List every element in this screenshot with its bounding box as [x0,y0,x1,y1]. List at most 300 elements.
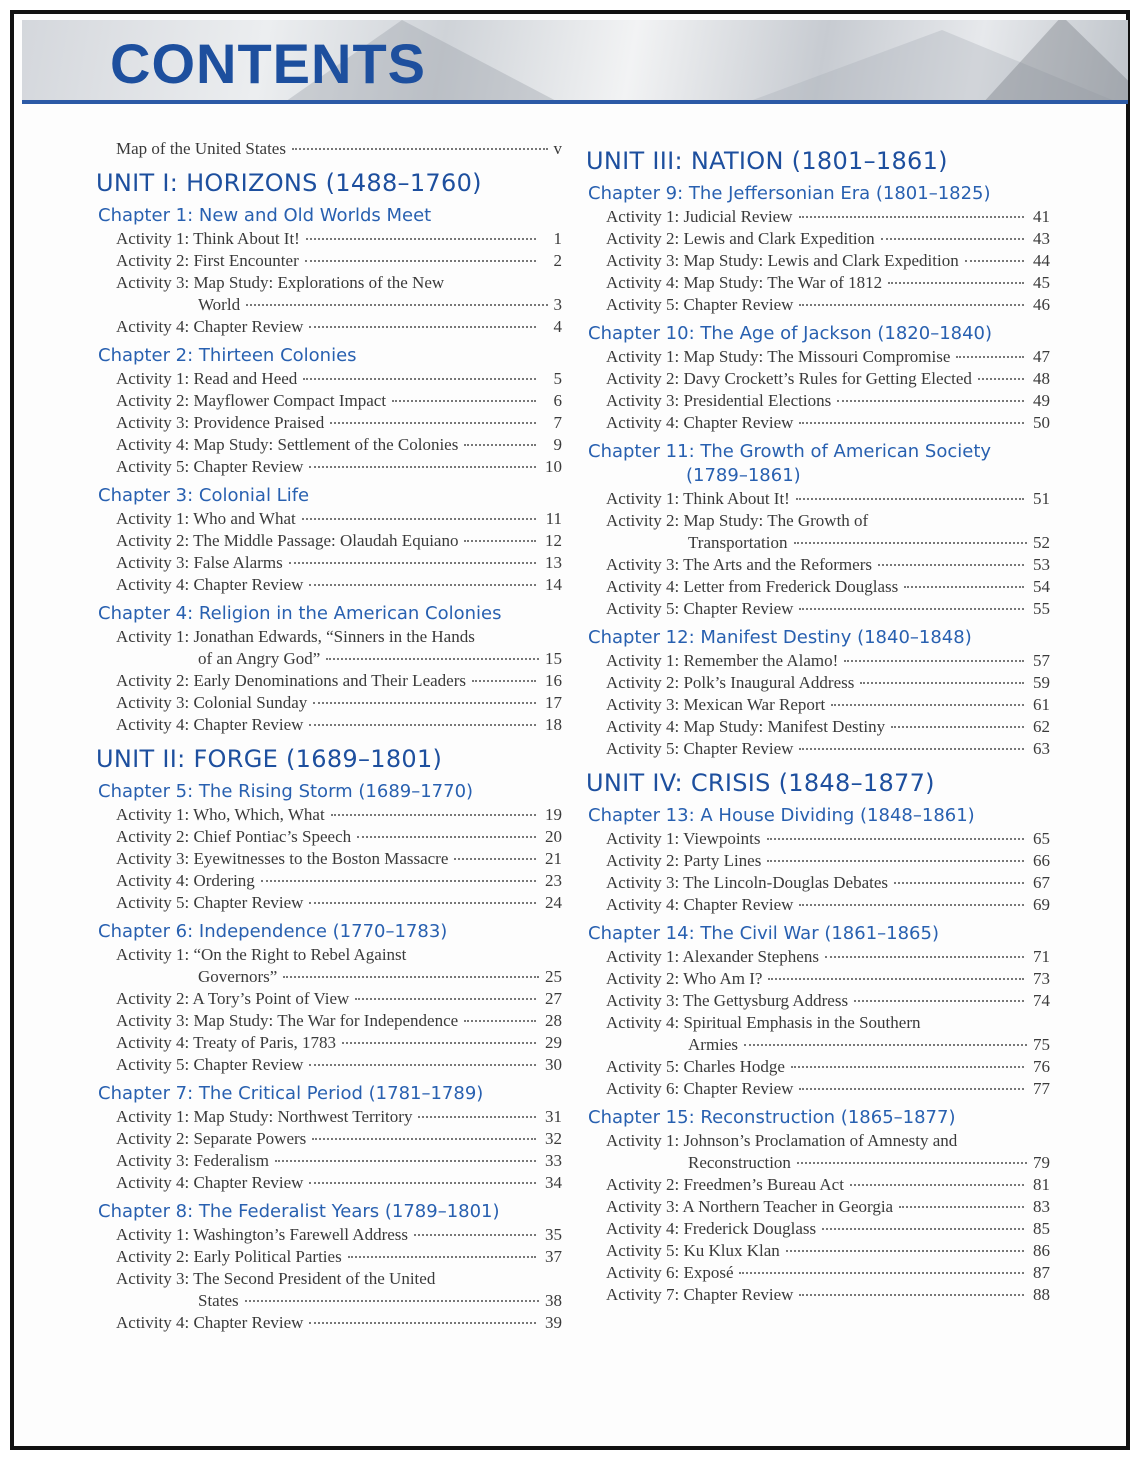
activity-page: 7 [553,413,562,432]
dot-leader [831,704,1024,706]
activity-label: Activity 1: Map Study: The Missouri Compromise [606,347,951,366]
activity-page: 51 [1033,489,1050,508]
activity-label[interactable]: Activity 1: Jonathan Edwards, “Sinners in the Hands [116,627,475,646]
activity-entry[interactable] [586,1196,1050,1218]
activity-entry[interactable] [96,988,562,1010]
activity-entry[interactable] [96,826,562,848]
chapter-heading[interactable] [586,440,1050,488]
dot-leader [888,282,1024,284]
activity-entry[interactable] [586,1174,1050,1196]
activity-label: Activity 3: Eyewitnesses to the Boston Massacre [116,849,449,868]
activity-page: 27 [545,989,562,1008]
header-rule [22,100,1128,104]
chapter-heading[interactable] [96,344,562,368]
dot-leader [791,1066,1024,1068]
chapter-heading[interactable] [586,182,1050,206]
activity-page: 55 [1033,599,1050,618]
chapter-heading[interactable] [96,780,562,804]
activity-label: Activity 1: Judicial Review [606,207,793,226]
chapter-heading[interactable] [96,484,562,508]
activity-entry[interactable] [96,1032,562,1054]
chapter-heading[interactable] [586,922,1050,946]
dot-leader [767,860,1024,862]
activity-label: Activity 6: Chapter Review [606,1079,794,1098]
activity-entry[interactable] [96,1224,562,1246]
activity-page: 43 [1033,229,1050,248]
activity-entry[interactable] [586,738,1050,760]
dot-leader [275,1160,536,1162]
activity-entry[interactable] [586,488,1050,510]
activity-entry[interactable] [586,990,1050,1012]
activity-entry[interactable] [96,1106,562,1128]
activity-label: Activity 1: Viewpoints [606,829,761,848]
activity-page: 17 [545,693,562,712]
chapter-heading[interactable] [96,204,562,228]
dot-leader [348,1256,536,1258]
activity-page: 69 [1033,895,1050,914]
activity-label: Activity 3: Colonial Sunday [116,693,308,712]
map-entry[interactable] [96,138,562,160]
activity-entry[interactable] [96,1150,562,1172]
dot-leader [309,1064,536,1066]
activity-page: 4 [553,317,562,336]
chapter-title: Chapter 2: Thirteen Colonies [98,345,357,366]
dot-leader [799,748,1024,750]
activity-entry[interactable] [586,946,1050,968]
dot-leader [472,680,536,682]
activity-label: Activity 2: Davy Crockett’s Rules for Getting Elected [606,369,972,388]
dot-leader [844,660,1024,662]
activity-page: 44 [1033,251,1050,270]
dot-leader [330,422,536,424]
activity-entry[interactable] [586,850,1050,872]
activity-label: Activity 3: The Arts and the Reformers [606,555,872,574]
activity-page: 48 [1033,369,1050,388]
dot-leader [309,1182,536,1184]
dot-leader [392,400,536,402]
activity-page: 81 [1033,1175,1050,1194]
activity-page: 61 [1033,695,1050,714]
activity-entry[interactable] [586,554,1050,576]
activity-page: 25 [545,967,562,986]
activity-label: Activity 1: Read and Heed [116,369,298,388]
activity-label: Activity 2: Separate Powers [116,1129,307,1148]
activity-entry[interactable] [96,228,562,250]
activity-label: Activity 1: Think About It! [606,489,790,508]
dot-leader [309,326,536,328]
activity-label: Activity 2: Early Denominations and Their Leaders [116,671,466,690]
activity-page: 57 [1033,651,1050,670]
dot-leader [309,902,536,904]
dot-leader [860,682,1024,684]
map-entry-label: Map of the United States [116,139,286,158]
dot-leader [956,356,1024,358]
activity-entry[interactable] [586,576,1050,598]
chapter-title: Chapter 13: A House Dividing (1848–1861) [588,805,975,826]
dot-leader [309,584,536,586]
activity-page: 2 [553,251,562,270]
dot-leader [313,702,536,704]
activity-page: 66 [1033,851,1050,870]
activity-label: Activity 1: Alexander Stephens [606,947,819,966]
dot-leader [246,304,547,306]
activity-page: 6 [553,391,562,410]
activity-page: 54 [1033,577,1050,596]
activity-page: 67 [1033,873,1050,892]
activity-label: Activity 2: First Encounter [116,251,299,270]
activity-entry[interactable] [586,1262,1050,1284]
activity-entry-continued[interactable] [586,1034,1050,1056]
dot-leader [794,542,1028,544]
activity-entry-continued[interactable] [96,294,562,316]
activity-entry[interactable] [96,434,562,456]
activity-entry[interactable] [96,1128,562,1150]
activity-label[interactable]: Activity 4: Spiritual Emphasis in the Southern [606,1013,921,1032]
activity-entry-continued[interactable] [96,648,562,670]
activity-entry[interactable] [586,598,1050,620]
activity-label: Activity 2: Who Am I? [606,969,763,988]
activity-entry-continued[interactable] [586,532,1050,554]
activity-label: Activity 7: Chapter Review [606,1285,794,1304]
activity-entry[interactable] [586,650,1050,672]
activity-entry-continued[interactable] [96,1290,562,1312]
activity-label: Activity 4: Chapter Review [116,1313,304,1332]
dot-leader [854,1000,1024,1002]
chapter-heading[interactable] [586,804,1050,828]
dot-leader [309,466,536,468]
activity-entry[interactable] [586,828,1050,850]
activity-label: Activity 3: Providence Praised [116,413,325,432]
activity-page: 76 [1033,1057,1050,1076]
activity-label: Activity 4: Letter from Frederick Douglass [606,577,899,596]
dot-leader [326,658,539,660]
activity-page: 50 [1033,413,1050,432]
activity-page: 71 [1033,947,1050,966]
activity-label: Activity 6: Exposé [606,1263,734,1282]
chapter-title: Chapter 8: The Federalist Years (1789–1801) [98,1201,500,1222]
activity-label: Activity 5: Ku Klux Klan [606,1241,780,1260]
activity-page: 33 [545,1151,562,1170]
dot-leader [768,978,1024,980]
activity-label-continued: States [198,1291,239,1310]
chapter-heading[interactable] [96,920,562,944]
activity-entry[interactable] [96,714,562,736]
activity-entry[interactable] [96,804,562,826]
dot-leader [799,216,1025,218]
dot-leader [309,1322,536,1324]
dot-leader [261,880,536,882]
dot-leader [797,1162,1027,1164]
activity-label[interactable]: Activity 3: Map Study: Explorations of the New [116,273,445,292]
activity-page: 74 [1033,991,1050,1010]
activity-page: 79 [1033,1153,1050,1172]
activity-entry[interactable] [586,412,1050,434]
activity-entry[interactable] [96,1010,562,1032]
chapter-heading[interactable] [586,322,1050,346]
activity-label: Activity 2: Chief Pontiac’s Speech [116,827,352,846]
chapter-title: Chapter 11: The Growth of American Society [588,441,992,462]
activity-page: 65 [1033,829,1050,848]
activity-page: 19 [545,805,562,824]
activity-label: Activity 4: Chapter Review [116,575,304,594]
activity-label: Activity 5: Chapter Review [606,599,794,618]
activity-label-continued: Governors” [198,967,278,986]
chapter-title-continued: (1789–1861) [686,465,801,486]
dot-leader [357,836,536,838]
activity-label: Activity 3: Presidential Elections [606,391,832,410]
dot-leader [744,1044,1027,1046]
activity-label: Activity 5: Chapter Review [116,1055,304,1074]
right-column [586,138,1050,1306]
dot-leader [822,1228,1024,1230]
activity-label-continued: of an Angry God” [198,649,321,668]
activity-page: 86 [1033,1241,1050,1260]
activity-label: Activity 2: Mayflower Compact Impact [116,391,387,410]
activity-page: 46 [1033,295,1050,314]
activity-entry[interactable] [96,250,562,272]
activity-entry[interactable] [586,716,1050,738]
dot-leader [891,726,1024,728]
activity-entry[interactable] [96,870,562,892]
dot-leader [306,238,536,240]
activity-page: 28 [545,1011,562,1030]
activity-label: Activity 5: Charles Hodge [606,1057,785,1076]
activity-page: 87 [1033,1263,1050,1282]
chapter-title: Chapter 14: The Civil War (1861–1865) [588,923,939,944]
activity-page: 9 [553,435,562,454]
activity-label[interactable]: Activity 2: Map Study: The Growth of [606,511,869,530]
activity-label: Activity 4: Map Study: Manifest Destiny [606,717,886,736]
activity-page: 59 [1033,673,1050,692]
activity-entry[interactable] [586,346,1050,368]
activity-label-continued: Reconstruction [688,1153,791,1172]
activity-entry[interactable] [96,390,562,412]
activity-label: Activity 2: Polk’s Inaugural Address [606,673,855,692]
dot-leader [305,260,536,262]
activity-label: Activity 4: Chapter Review [116,715,304,734]
unit-heading: UNIT IV: CRISIS (1848–1877) [586,769,935,797]
activity-page: 13 [545,553,562,572]
unit-heading: UNIT I: HORIZONS (1488–1760) [96,169,482,197]
activity-label: Activity 3: Mexican War Report [606,695,826,714]
activity-page: 29 [545,1033,562,1052]
activity-page: 39 [545,1313,562,1332]
chapter-heading[interactable] [586,1106,1050,1130]
activity-entry[interactable] [586,206,1050,228]
activity-page: 77 [1033,1079,1050,1098]
activity-entry[interactable] [96,848,562,870]
dot-leader [355,998,536,1000]
activity-label-continued: Armies [688,1035,739,1054]
activity-label-continued: Transportation [688,533,788,552]
activity-entry[interactable] [96,574,562,596]
activity-label: Activity 4: Map Study: The War of 1812 [606,273,883,292]
activity-page: 16 [545,671,562,690]
activity-label: Activity 4: Ordering [116,871,255,890]
activity-entry[interactable] [96,670,562,692]
chapter-title: Chapter 5: The Rising Storm (1689–1770) [98,781,474,802]
activity-entry[interactable] [96,1054,562,1076]
chapter-title: Chapter 1: New and Old Worlds Meet [98,205,432,226]
dot-leader [799,904,1024,906]
activity-entry[interactable] [586,250,1050,272]
activity-entry[interactable] [586,694,1050,716]
activity-entry[interactable] [586,294,1050,316]
activity-label: Activity 2: Freedmen’s Bureau Act [606,1175,844,1194]
chapter-title: Chapter 15: Reconstruction (1865–1877) [588,1107,956,1128]
dot-leader [837,400,1024,402]
activity-label: Activity 2: Party Lines [606,851,762,870]
chapter-title: Chapter 3: Colonial Life [98,485,310,506]
activity-entry[interactable] [96,1172,562,1194]
dot-leader [331,814,536,816]
activity-page: 10 [545,457,562,476]
activity-entry[interactable] [96,530,562,552]
activity-entry[interactable] [586,228,1050,250]
activity-label: Activity 3: Map Study: Lewis and Clark Expedition [606,251,959,270]
chapter-heading[interactable] [96,1200,562,1224]
activity-entry[interactable] [586,968,1050,990]
dot-leader [342,1042,536,1044]
dot-leader [786,1250,1024,1252]
activity-label: Activity 1: Who, Which, What [116,805,325,824]
activity-entry[interactable] [96,508,562,530]
activity-page: 49 [1033,391,1050,410]
activity-entry[interactable] [96,692,562,714]
activity-label: Activity 2: Lewis and Clark Expedition [606,229,875,248]
activity-page: 63 [1033,739,1050,758]
activity-entry[interactable] [586,1284,1050,1306]
activity-page: 31 [545,1107,562,1126]
chapter-title: Chapter 9: The Jeffersonian Era (1801–1825) [588,183,991,204]
activity-page: 5 [553,369,562,388]
dot-leader [289,562,536,564]
activity-label: Activity 2: A Tory’s Point of View [116,989,350,1008]
activity-page: 75 [1033,1035,1050,1054]
dot-leader [799,1088,1024,1090]
activity-entry[interactable] [586,368,1050,390]
chapter-title: Chapter 7: The Critical Period (1781–1789) [98,1083,484,1104]
header-banner [22,20,1128,104]
activity-page: 52 [1033,533,1050,552]
activity-page: 53 [1033,555,1050,574]
activity-label[interactable]: Activity 1: “On the Right to Rebel Against [116,945,407,964]
activity-page: 12 [545,531,562,550]
activity-entry[interactable] [96,892,562,914]
activity-label: Activity 1: Remember the Alamo! [606,651,839,670]
page-title: CONTENTS [110,32,426,95]
dot-leader [799,422,1024,424]
activity-page: 47 [1033,347,1050,366]
activity-label: Activity 3: The Gettysburg Address [606,991,849,1010]
dot-leader [878,564,1024,566]
dot-leader [799,304,1024,306]
activity-page: 41 [1033,207,1050,226]
activity-page: 3 [553,295,562,314]
activity-entry[interactable] [586,872,1050,894]
activity-entry[interactable] [586,672,1050,694]
activity-entry[interactable] [96,316,562,338]
map-entry-page: v [553,139,562,158]
dot-leader [894,882,1024,884]
activity-label: Activity 2: The Middle Passage: Olaudah Equiano [116,531,459,550]
dot-leader [739,1272,1024,1274]
activity-label[interactable]: Activity 3: The Second President of the United [116,1269,436,1288]
activity-page: 23 [545,871,562,890]
activity-page: 85 [1033,1219,1050,1238]
dot-leader [292,148,548,150]
dot-leader [454,858,536,860]
activity-entry[interactable] [586,272,1050,294]
activity-page: 21 [545,849,562,868]
activity-label: Activity 5: Chapter Review [606,739,794,758]
dot-leader [767,838,1025,840]
chapter-title: Chapter 12: Manifest Destiny (1840–1848) [588,627,972,648]
dot-leader [464,1020,536,1022]
activity-page: 11 [545,509,562,528]
activity-page: 38 [545,1291,562,1310]
chapter-heading[interactable] [96,1082,562,1106]
activity-label: Activity 5: Chapter Review [606,295,794,314]
activity-entry[interactable] [586,1078,1050,1100]
activity-page: 15 [545,649,562,668]
activity-entry[interactable] [586,390,1050,412]
dot-leader [414,1234,536,1236]
activity-label-continued: World [198,295,241,314]
dot-leader [978,378,1024,380]
activity-label: Activity 4: Frederick Douglass [606,1219,817,1238]
chapter-heading[interactable] [96,602,562,626]
activity-entry[interactable] [586,1218,1050,1240]
activity-entry[interactable] [586,894,1050,916]
chapter-heading[interactable] [586,626,1050,650]
chapter-title: Chapter 6: Independence (1770–1783) [98,921,448,942]
dot-leader [245,1300,539,1302]
activity-entry[interactable] [96,552,562,574]
activity-entry[interactable] [586,1056,1050,1078]
chapter-title: Chapter 10: The Age of Jackson (1820–1840) [588,323,993,344]
activity-page: 14 [545,575,562,594]
activity-entry[interactable] [586,1240,1050,1262]
activity-label: Activity 4: Chapter Review [606,895,794,914]
dot-leader [796,498,1024,500]
activity-label: Activity 3: The Lincoln-Douglas Debates [606,873,889,892]
dot-leader [309,724,536,726]
activity-page: 32 [545,1129,562,1148]
left-column [96,138,562,1334]
dot-leader [881,238,1024,240]
activity-label: Activity 3: Federalism [116,1151,269,1170]
activity-label: Activity 3: A Northern Teacher in Georgia [606,1197,894,1216]
activity-entry[interactable] [96,1246,562,1268]
activity-label[interactable]: Activity 1: Johnson’s Proclamation of Amnesty and [606,1131,958,1150]
activity-entry[interactable] [96,456,562,478]
activity-entry-continued[interactable] [586,1152,1050,1174]
activity-label: Activity 3: False Alarms [116,553,283,572]
activity-entry[interactable] [96,412,562,434]
banner-mountain-shape [982,20,1128,104]
activity-page: 45 [1033,273,1050,292]
unit-heading: UNIT III: NATION (1801–1861) [586,147,948,175]
dot-leader [283,976,539,978]
activity-entry[interactable] [96,368,562,390]
activity-label: Activity 5: Chapter Review [116,457,304,476]
activity-entry-continued[interactable] [96,966,562,988]
activity-entry[interactable] [96,1312,562,1334]
activity-page: 88 [1033,1285,1050,1304]
unit-heading: UNIT II: FORGE (1689–1801) [96,745,443,773]
activity-label: Activity 3: Map Study: The War for Independence [116,1011,459,1030]
